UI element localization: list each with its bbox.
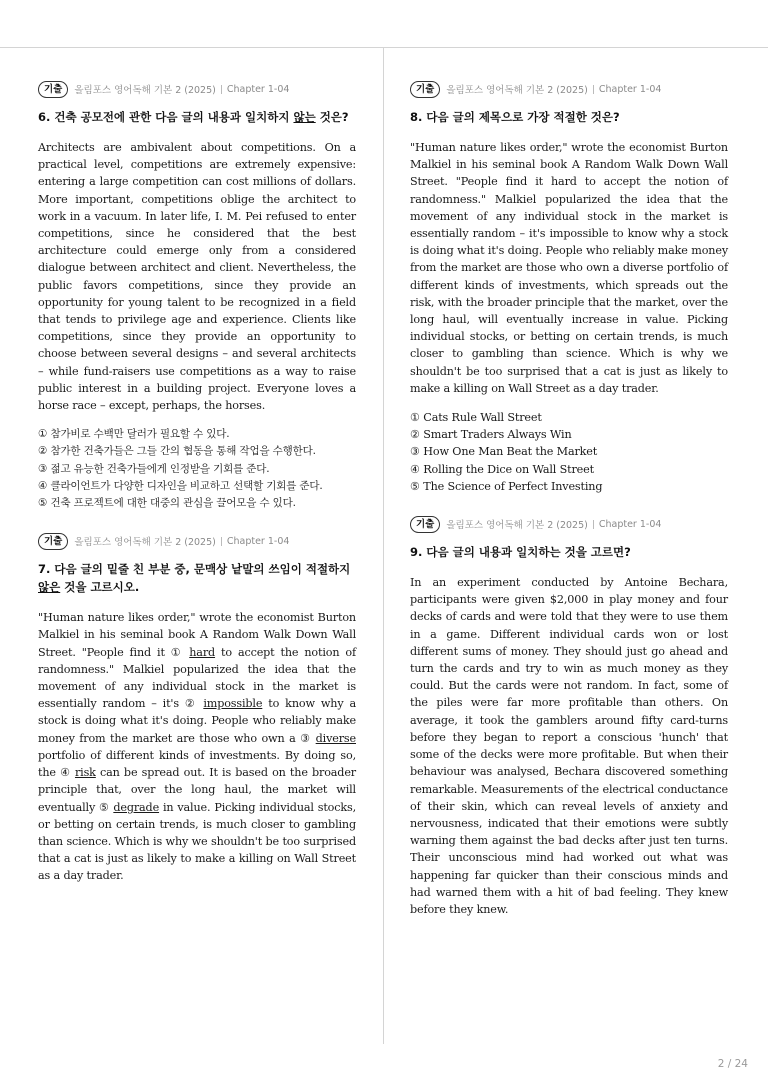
answer-options [38,426,356,512]
question-title [38,108,356,126]
chapter-label: Chapter 1-04 [598,83,662,95]
underlined-word: degrade [113,800,160,814]
option[interactable]: ② Smart Traders Always Win [410,428,572,442]
exam-tag: 기출 [410,81,440,98]
meta-separator [593,85,594,94]
underlined-word: hard [189,645,216,659]
question-9 [410,515,728,918]
meta-separator [221,537,222,546]
title-text: 6. 건축 공모전에 관한 다음 글의 내용과 일치하지 [38,110,294,124]
option[interactable]: ⑤ The Science of Perfect Investing [410,479,603,493]
chapter-label: Chapter 1-04 [226,535,290,547]
meta-separator [593,520,594,529]
right-column [410,80,728,918]
exam-tag: 기출 [410,516,440,533]
column-divider [383,48,384,1044]
question-meta [410,515,728,533]
left-column [38,80,356,885]
meta-separator [221,85,222,94]
passage: "Human nature likes order," wrote the economist Burton Malkiel in his seminal book A Random Walk Down Wall Street. "People find it hard to accept the notion of randomness." Malkiel popularized the idea that the movement of any individual stock in the market is essentially random – it's impossible to know why a stock is doing what it's doing. People who reliably make money from the market are those who own a diverse portfolio of different kinds of investments, which spreads out the risk, with the broader principle that the market, over the long haul, will eventually increase in value. Picking individual stocks, or betting on certain trends, is much closer to gambling than science. Which is why we shouldn't be too surprised that a cat is just as likely to make a killing on Wall Street as a day trader. [410,141,728,395]
exam-tag: 기출 [38,81,68,98]
title-text: 것은? [315,110,349,124]
question-title [38,560,356,596]
question-7 [38,532,356,884]
passage-text: in value. Picking individual stocks, or betting on certain trends, is much closer to gambling than science. Which is why we shouldn't be too surprised that a cat is just as likely to make a killing on Wall Street as a day trader. [38,800,356,883]
option[interactable]: ⑤ 건축 프로젝트에 대한 대중의 관심을 끌어모을 수 있다. [38,497,296,510]
option[interactable]: ③ 젊고 유능한 건축가들에게 인정받을 기회를 준다. [38,462,270,475]
underlined-word: diverse [315,731,356,745]
title-text: 것을 고르시오. [60,580,140,595]
question-6 [38,80,356,512]
question-8 [410,80,728,495]
source-label: 올림포스 영어독해 기본 2 (2025) [446,520,588,532]
passage-text: to know why a stock is doing what it's doing. People who reliably make money from the market are those who own a ③ [38,697,356,745]
source-label: 올림포스 영어독해 기본 2 (2025) [446,85,588,96]
chapter-label: Chapter 1-04 [226,83,290,95]
header-divider [0,47,768,48]
passage: Architects are ambivalent about competitions. On a practical level, competitions are extremely expensive: entering a large competition can cost millions of dollars. More important, competitions oblige the architect to work in a vacuum. In later life, I. M. Pei refused to enter competitions, since he considered that the best architecture could emerge only from a considered dialogue between architect and client. Nevertheless, the public favors competitions, since they provide an opportunity for young talent to be recognized in a field that tends to privilege age and experience. Clients like competitions, since they provide an opportunity to choose between several designs – and several architects – while fund-raisers use competitions as a way to raise public interest in a building project. Everyone loves a horse race – except, perhaps, the horses. [38,141,356,413]
exam-tag: 기출 [38,533,68,550]
question-title: 8. 다음 글의 제목으로 가장 적절한 것은? [410,110,620,124]
passage [38,609,356,884]
passage-text: can be spread out. It is based on the broader principle that, over the long haul, the market will eventually ⑤ [38,766,356,814]
source-label: 올림포스 영어독해 기본 2 (2025) [74,85,216,96]
title-text: 7. 다음 글의 밑줄 친 부분 중, 문맥상 낱말의 쓰임이 적절하지 [38,562,351,577]
option[interactable]: ④ Rolling the Dice on Wall Street [410,462,594,476]
title-emphasis: 않는 [293,110,316,124]
passage-text: "Human nature likes order," wrote the economist Burton Malkiel in his seminal book A Random Walk Down Wall Street. "People find it ① [38,611,356,659]
answer-options [410,409,728,495]
question-title: 9. 다음 글의 내용과 일치하는 것을 고르면? [410,545,631,560]
option[interactable]: ③ How One Man Beat the Market [410,445,598,459]
option[interactable]: ① Cats Rule Wall Street [410,411,542,425]
question-meta [410,80,728,98]
chapter-label: Chapter 1-04 [598,518,662,530]
underlined-word: risk [74,766,96,780]
option[interactable]: ① 참가비로 수백만 달러가 필요할 수 있다. [38,428,230,441]
question-meta [38,80,356,98]
page-number: 2 / 24 [717,1058,748,1070]
title-emphasis: 않은 [38,580,61,595]
question-meta [38,532,356,550]
source-label: 올림포스 영어독해 기본 2 (2025) [74,537,216,549]
option[interactable]: ② 참가한 건축가들은 그들 간의 협동을 통해 작업을 수행한다. [38,445,316,458]
passage: In an experiment conducted by Antoine Bechara, participants were given $2,000 in play money and four decks of cards and were told that they were to use them in a game. Different individual cards won or lost different sums of money. They should just go ahead and turn the cards and try to win as much money as they could. But the cards were not random. In fact, some of the piles were far more profitable than others. On average, it took the gamblers around fifty card-turns before they began to report a conscious 'hunch' that some of the decks were more profitable. But when their behaviour was analysed, Bechara discovered something remarkable. Measurements of the electrical conductance of their skin, which can reveal levels of anxiety and nervousness, indicated that their emotions were subtly warning them against the bad decks after just ten turns. Their unconscious mind had worked out what was happening far quicker than their conscious minds and had warned them with a hit of bad feeling. They knew before they knew. [410,576,728,916]
passage-text: portfolio of different kinds of investments. By doing so, the ④ [38,748,356,780]
passage-text: to accept the notion of randomness." Malkiel popularized the idea that the movement of any individual stock in the market is essentially random – it's ② [38,645,356,711]
underlined-word: impossible [203,697,263,711]
option[interactable]: ④ 클라이언트가 다양한 디자인을 비교하고 선택할 기회를 준다. [38,479,323,492]
